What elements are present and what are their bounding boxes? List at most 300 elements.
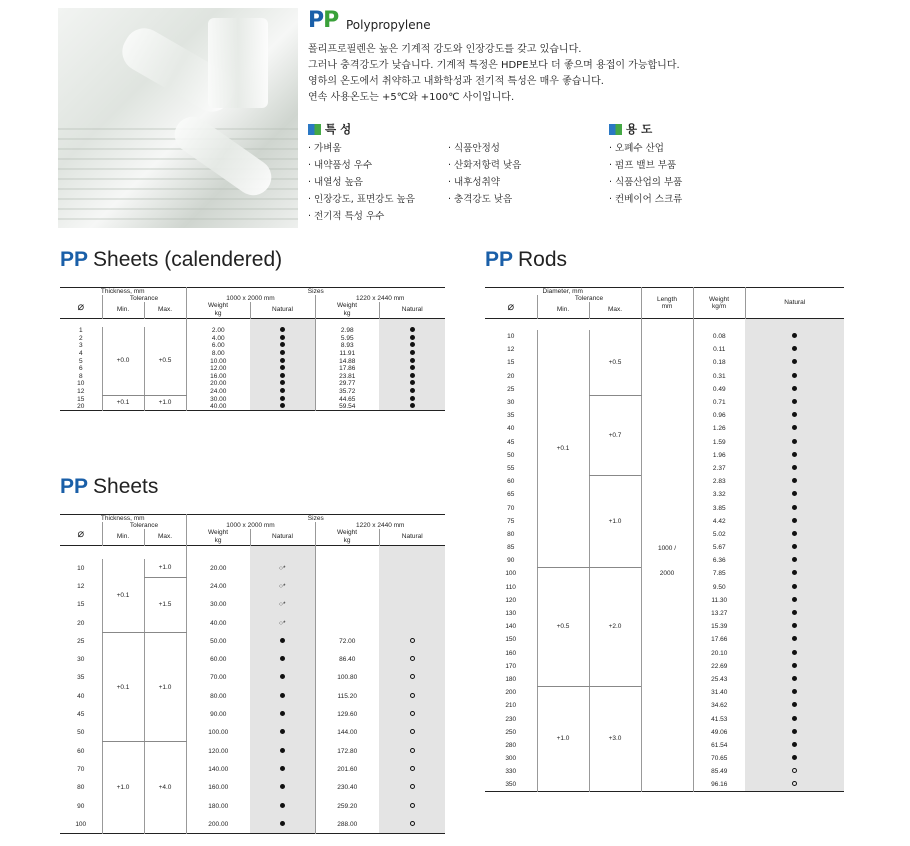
natural-cell	[745, 554, 844, 567]
diameter-cell: 200	[505, 689, 517, 697]
sheets-calendered-table	[60, 287, 445, 411]
natural-cell	[379, 577, 445, 595]
natural-cell	[379, 365, 445, 373]
weight-cell: 24.00	[186, 577, 250, 595]
thickness-cell: 45	[77, 711, 85, 719]
weight-cell: 31.40	[693, 686, 745, 699]
weight-cell: 0.08	[693, 330, 745, 343]
page-title: Polypropylene	[346, 18, 431, 32]
weight-cell: 60.00	[186, 650, 250, 668]
header-max: Max.	[144, 529, 186, 545]
natural-cell	[745, 330, 844, 343]
weight-cell: 180.00	[186, 797, 250, 815]
header-size-2: 1220 x 2440 mm	[315, 522, 445, 529]
natural-cell	[745, 488, 844, 501]
natural-cell	[745, 436, 844, 449]
weight-cell: 17.86	[315, 365, 379, 373]
filled-dot-icon	[792, 478, 797, 483]
square-icon	[308, 124, 321, 135]
header-tolerance: Tolerance	[537, 295, 641, 302]
natural-cell	[745, 726, 844, 739]
natural-cell	[379, 797, 445, 815]
natural-cell	[379, 350, 445, 358]
natural-cell	[379, 388, 445, 396]
diameter-cell: 85	[507, 544, 515, 552]
weight-cell: 80.00	[186, 687, 250, 705]
features-heading: 특 성	[308, 121, 351, 137]
weight-cell: 0.11	[693, 343, 745, 356]
weight-cell: 35.72	[315, 388, 379, 396]
weight-cell: 4.42	[693, 515, 745, 528]
natural-cell	[745, 660, 844, 673]
thickness-cell: 20	[77, 619, 85, 627]
header-kg-2: kg	[315, 309, 379, 318]
natural-cell	[745, 515, 844, 528]
filled-dot-icon	[410, 373, 415, 378]
sheets-calendered-title: PP Sheets (calendered)	[60, 248, 283, 271]
header-weight-1: Weight	[186, 302, 250, 309]
thickness-cell: 70	[77, 765, 85, 773]
weight-cell	[315, 577, 379, 595]
filled-dot-icon	[792, 333, 797, 338]
weight-cell: 3.85	[693, 501, 745, 514]
natural-cell	[250, 559, 315, 577]
natural-cell	[379, 669, 445, 687]
filled-dot-icon	[792, 386, 797, 391]
filled-dot-icon	[280, 373, 285, 378]
diameter-cell: 160	[505, 649, 517, 657]
weight-cell: 59.54	[315, 403, 379, 411]
diameter-cell: 65	[507, 491, 515, 499]
filled-dot-icon	[792, 518, 797, 523]
rods-table	[485, 287, 844, 792]
thickness-cell: 30	[77, 656, 85, 664]
natural-cell	[250, 669, 315, 687]
ring-icon	[410, 674, 415, 679]
ring-star-icon: ○*	[279, 564, 286, 572]
weight-cell: 40.00	[186, 403, 250, 411]
natural-cell	[745, 673, 844, 686]
thickness-cell: 3	[78, 342, 83, 350]
natural-cell	[250, 797, 315, 815]
header-max: Max.	[144, 302, 186, 318]
natural-cell	[379, 559, 445, 577]
natural-cell	[250, 357, 315, 365]
features-list-1: · 가벼움 · 내약품성 우수 · 내열성 높음 · 인장강도, 표면강도 높음 · 전기적 특성 우수	[308, 143, 415, 222]
filled-dot-icon	[792, 610, 797, 615]
weight-cell: 41.53	[693, 712, 745, 725]
weight-cell: 1.96	[693, 449, 745, 462]
weight-cell: 61.54	[693, 739, 745, 752]
filled-dot-icon	[792, 742, 797, 747]
sheets-table	[60, 514, 445, 834]
length-cell: 1000 / 2000	[641, 330, 693, 792]
thickness-cell: 1	[78, 327, 83, 335]
weight-cell: 29.77	[315, 380, 379, 388]
natural-cell	[250, 742, 315, 760]
ring-star-icon: ○*	[279, 582, 286, 590]
table-row	[60, 559, 445, 577]
header-size-1: 1000 x 2000 mm	[186, 295, 315, 302]
weight-cell: 24.00	[186, 388, 250, 396]
filled-dot-icon	[792, 636, 797, 641]
weight-cell: 1.26	[693, 422, 745, 435]
weight-cell: 8.00	[186, 350, 250, 358]
weight-cell: 2.00	[186, 327, 250, 335]
tol-min-cell: +0.1	[102, 632, 144, 742]
natural-cell	[745, 343, 844, 356]
natural-cell	[745, 752, 844, 765]
thickness-cell: 2	[78, 334, 83, 342]
filled-dot-icon	[792, 557, 797, 562]
filled-dot-icon	[280, 335, 285, 340]
weight-cell: 10.00	[186, 357, 250, 365]
filled-dot-icon	[792, 716, 797, 721]
ring-icon	[410, 656, 415, 661]
weight-cell: 2.83	[693, 475, 745, 488]
diameter-cell: 50	[507, 451, 515, 459]
natural-cell	[745, 765, 844, 778]
header-kg-1: kg	[186, 536, 250, 545]
table-row	[60, 632, 445, 650]
ring-icon	[792, 781, 797, 786]
uses-list: · 오폐수 산업 · 펌프 밸브 부품 · 식품산업의 부품 · 컨베이어 스크류	[609, 143, 683, 205]
thickness-symbol: ⌀	[77, 527, 85, 540]
natural-cell	[379, 342, 445, 350]
weight-cell: 20.10	[693, 647, 745, 660]
filled-dot-icon	[280, 365, 285, 370]
filled-dot-icon	[280, 674, 285, 679]
diameter-cell: 30	[507, 399, 515, 407]
weight-cell: 5.95	[315, 335, 379, 343]
natural-cell	[379, 395, 445, 403]
weight-cell: 3.32	[693, 488, 745, 501]
natural-cell	[250, 388, 315, 396]
natural-cell	[379, 614, 445, 632]
natural-cell	[250, 395, 315, 403]
weight-cell: 49.06	[693, 726, 745, 739]
weight-cell: 140.00	[186, 760, 250, 778]
thickness-cell: 15	[77, 395, 85, 403]
weight-cell: 115.20	[315, 687, 379, 705]
tol-max-cell: +4.0	[144, 742, 186, 833]
diameter-symbol: ⌀	[507, 300, 515, 313]
tol-max-cell: +3.0	[589, 686, 641, 792]
header-natural-2: Natural	[379, 302, 445, 318]
filled-dot-icon	[792, 597, 797, 602]
weight-cell: 25.43	[693, 673, 745, 686]
table-row	[60, 742, 445, 760]
diameter-cell: 10	[507, 333, 515, 341]
header-tolerance: Tolerance	[102, 295, 186, 302]
natural-cell	[379, 373, 445, 381]
natural-cell	[745, 396, 844, 409]
weight-cell: 14.88	[315, 357, 379, 365]
header-diameter: Diameter, mm	[542, 288, 583, 295]
ring-icon	[410, 711, 415, 716]
natural-cell	[250, 350, 315, 358]
natural-cell	[250, 724, 315, 742]
filled-dot-icon	[410, 396, 415, 401]
header-sizes: Sizes	[186, 515, 445, 523]
filled-dot-icon	[280, 766, 285, 771]
weight-cell: 1.59	[693, 436, 745, 449]
header-kg-2: kg	[315, 536, 379, 545]
weight-cell: 72.00	[315, 632, 379, 650]
natural-cell	[379, 327, 445, 335]
filled-dot-icon	[410, 358, 415, 363]
thickness-cell: 10	[77, 564, 85, 572]
natural-cell	[250, 327, 315, 335]
natural-cell	[250, 650, 315, 668]
thickness-cell: 12	[77, 388, 85, 396]
tol-max-cell: +1.0	[144, 395, 186, 410]
weight-cell: 2.37	[693, 462, 745, 475]
diameter-cell: 35	[507, 412, 515, 420]
thickness-cell: 60	[77, 747, 85, 755]
table-row	[60, 395, 445, 403]
weight-cell: 17.66	[693, 633, 745, 646]
weight-cell: 44.65	[315, 395, 379, 403]
weight-cell: 11.91	[315, 350, 379, 358]
thickness-cell: 12	[77, 582, 85, 590]
weight-cell: 160.00	[186, 779, 250, 797]
natural-cell	[379, 779, 445, 797]
diameter-cell: 90	[507, 557, 515, 565]
filled-dot-icon	[280, 403, 285, 408]
filled-dot-icon	[792, 491, 797, 496]
diameter-cell: 45	[507, 438, 515, 446]
natural-cell	[250, 614, 315, 632]
diameter-cell: 140	[505, 623, 517, 631]
weight-cell	[315, 596, 379, 614]
thickness-cell: 5	[78, 357, 83, 365]
weight-cell: 5.67	[693, 541, 745, 554]
weight-cell: 230.40	[315, 779, 379, 797]
weight-cell: 4.00	[186, 335, 250, 343]
header-size-2: 1220 x 2440 mm	[315, 295, 445, 302]
filled-dot-icon	[280, 784, 285, 789]
natural-cell	[745, 633, 844, 646]
filled-dot-icon	[280, 803, 285, 808]
thickness-cell: 15	[77, 601, 85, 609]
weight-cell	[315, 559, 379, 577]
ring-icon	[410, 693, 415, 698]
filled-dot-icon	[792, 373, 797, 378]
header	[308, 8, 431, 33]
filled-dot-icon	[410, 388, 415, 393]
filled-dot-icon	[280, 342, 285, 347]
weight-cell: 20.00	[186, 559, 250, 577]
filled-dot-icon	[280, 693, 285, 698]
header-thickness: Thickness, mm	[100, 515, 145, 522]
filled-dot-icon	[280, 656, 285, 661]
tol-min-cell: +0.5	[537, 567, 589, 686]
header-natural-1: Natural	[250, 529, 315, 545]
natural-cell	[745, 581, 844, 594]
description: 폴리프로필렌은 높은 기계적 강도와 인장강도를 갖고 있습니다. 그러나 충격강도가 낮습니다. 기계적 특정은 HDPE보다 더 좋으며 용접이 가능합니다. 영하의 온도에서 취약하고 내화학성과 전기적 특성은 매우 좋습니다. 연속 사용온도는 +5℃와 +100℃ 사이입니다.	[308, 44, 680, 103]
filled-dot-icon	[280, 327, 285, 332]
weight-cell: 70.00	[186, 669, 250, 687]
tol-min-cell: +0.1	[102, 559, 144, 632]
natural-cell	[745, 409, 844, 422]
thickness-cell: 80	[77, 784, 85, 792]
natural-cell	[250, 815, 315, 833]
natural-cell	[379, 357, 445, 365]
weight-cell: 129.60	[315, 705, 379, 723]
natural-cell	[379, 742, 445, 760]
weight-cell: 144.00	[315, 724, 379, 742]
pp-logo: PP	[308, 8, 339, 33]
natural-cell	[250, 365, 315, 373]
weight-cell: 120.00	[186, 742, 250, 760]
filled-dot-icon	[280, 350, 285, 355]
ring-icon	[410, 729, 415, 734]
header-weight-2: Weight	[315, 529, 379, 536]
filled-dot-icon	[792, 702, 797, 707]
diameter-cell: 110	[505, 583, 516, 591]
ring-icon	[410, 803, 415, 808]
product-photo	[58, 8, 298, 228]
natural-cell	[250, 705, 315, 723]
square-icon	[609, 124, 622, 135]
natural-cell	[745, 620, 844, 633]
tol-max-cell: +1.0	[144, 632, 186, 742]
filled-dot-icon	[280, 638, 285, 643]
tol-max-cell: +0.5	[589, 330, 641, 396]
header-weight: Weight kg/m	[693, 288, 745, 319]
filled-dot-icon	[280, 711, 285, 716]
filled-dot-icon	[792, 439, 797, 444]
natural-cell	[745, 462, 844, 475]
weight-cell: 40.00	[186, 614, 250, 632]
weight-cell: 7.85	[693, 567, 745, 580]
diameter-cell: 180	[505, 675, 517, 683]
natural-cell	[250, 380, 315, 388]
thickness-cell: 100	[75, 820, 87, 828]
weight-cell: 5.02	[693, 528, 745, 541]
filled-dot-icon	[792, 505, 797, 510]
filled-dot-icon	[280, 748, 285, 753]
natural-cell	[250, 577, 315, 595]
tol-max-cell: +1.0	[144, 559, 186, 577]
filled-dot-icon	[792, 663, 797, 668]
weight-cell: 0.96	[693, 409, 745, 422]
ring-icon	[410, 784, 415, 789]
weight-cell: 172.80	[315, 742, 379, 760]
diameter-cell: 300	[505, 755, 517, 763]
weight-cell: 0.49	[693, 383, 745, 396]
thickness-cell: 4	[78, 350, 83, 358]
filled-dot-icon	[410, 380, 415, 385]
filled-dot-icon	[792, 584, 797, 589]
weight-cell: 86.40	[315, 650, 379, 668]
table-row	[60, 327, 445, 335]
natural-cell	[745, 647, 844, 660]
natural-cell	[745, 383, 844, 396]
diameter-cell: 20	[507, 372, 515, 380]
diameter-cell: 75	[507, 517, 515, 525]
filled-dot-icon	[410, 350, 415, 355]
weight-cell: 16.00	[186, 373, 250, 381]
tol-max-cell: +1.5	[144, 577, 186, 632]
ring-star-icon: ○*	[279, 619, 286, 627]
diameter-cell: 120	[505, 596, 517, 604]
diameter-cell: 70	[507, 504, 515, 512]
natural-cell	[745, 422, 844, 435]
header-natural-2: Natural	[379, 529, 445, 545]
weight-cell: 12.00	[186, 365, 250, 373]
natural-cell	[745, 686, 844, 699]
natural-cell	[379, 596, 445, 614]
filled-dot-icon	[792, 452, 797, 457]
diameter-cell: 130	[505, 610, 517, 618]
weight-cell: 259.20	[315, 797, 379, 815]
filled-dot-icon	[792, 359, 797, 364]
diameter-cell: 55	[507, 464, 515, 472]
natural-cell	[745, 541, 844, 554]
header-min: Min.	[537, 302, 589, 318]
natural-cell	[250, 632, 315, 650]
filled-dot-icon	[792, 689, 797, 694]
ring-icon	[410, 638, 415, 643]
weight-cell: 0.71	[693, 396, 745, 409]
filled-dot-icon	[792, 650, 797, 655]
thickness-cell: 10	[77, 380, 85, 388]
natural-cell	[250, 373, 315, 381]
table-row	[485, 330, 844, 343]
header-length: Length mm	[641, 288, 693, 319]
weight-cell: 100.80	[315, 669, 379, 687]
weight-cell: 6.36	[693, 554, 745, 567]
natural-cell	[379, 380, 445, 388]
weight-cell: 20.00	[186, 380, 250, 388]
header-thickness: Thickness, mm	[100, 288, 145, 295]
filled-dot-icon	[792, 755, 797, 760]
weight-cell: 22.69	[693, 660, 745, 673]
ring-star-icon: ○*	[279, 601, 286, 609]
header-max: Max.	[589, 302, 641, 318]
natural-cell	[250, 779, 315, 797]
natural-cell	[379, 815, 445, 833]
weight-cell	[315, 614, 379, 632]
tol-max-cell: +2.0	[589, 567, 641, 686]
filled-dot-icon	[792, 544, 797, 549]
weight-cell: 30.00	[186, 395, 250, 403]
filled-dot-icon	[280, 388, 285, 393]
diameter-cell: 230	[505, 715, 517, 723]
weight-cell: 50.00	[186, 632, 250, 650]
rods-title: PP Rods	[485, 248, 568, 271]
tol-max-cell: +1.0	[589, 475, 641, 567]
weight-cell: 30.00	[186, 596, 250, 614]
filled-dot-icon	[280, 396, 285, 401]
weight-cell: 90.00	[186, 705, 250, 723]
filled-dot-icon	[792, 425, 797, 430]
natural-cell	[250, 342, 315, 350]
thickness-symbol: ⌀	[77, 300, 85, 313]
tol-min-cell: +0.0	[102, 327, 144, 395]
header-kg-1: kg	[186, 309, 250, 318]
weight-cell: 70.65	[693, 752, 745, 765]
natural-cell	[379, 687, 445, 705]
ring-icon	[410, 766, 415, 771]
filled-dot-icon	[792, 729, 797, 734]
filled-dot-icon	[792, 465, 797, 470]
filled-dot-icon	[792, 676, 797, 681]
ring-icon	[410, 821, 415, 826]
sheets-title: PP Sheets	[60, 475, 159, 498]
